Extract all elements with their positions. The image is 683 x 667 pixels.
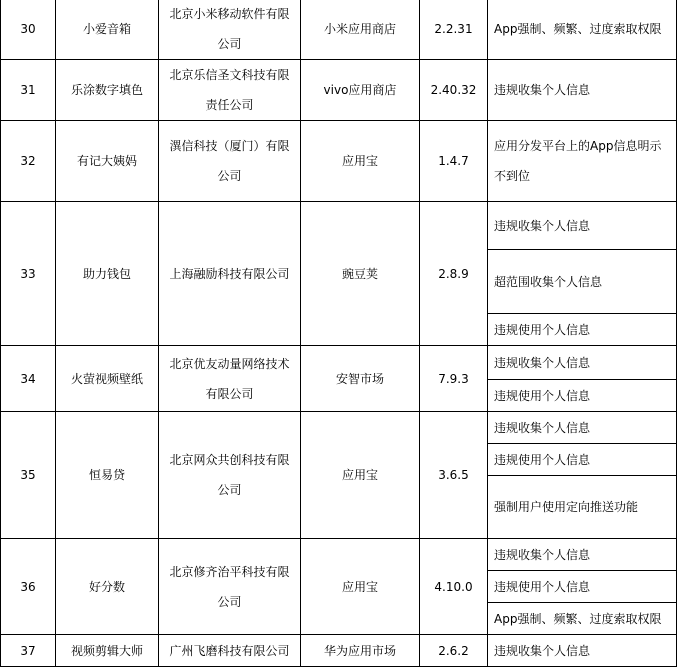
table-row bbox=[1, 539, 677, 571]
issue-cell: 违规收集个人信息 bbox=[488, 60, 677, 121]
app-store: 小米应用商店 bbox=[301, 0, 420, 60]
app-name: 助力钱包 bbox=[56, 202, 159, 346]
company-name: 北京小米移动软件有限公司 bbox=[159, 0, 301, 60]
row-number: 34 bbox=[1, 346, 56, 412]
table-row bbox=[1, 121, 677, 202]
app-name: 小爱音箱 bbox=[56, 0, 159, 60]
row-number: 31 bbox=[1, 60, 56, 121]
company-name: 北京优友动量网络技术有限公司 bbox=[159, 346, 301, 412]
issue-cell: 违规使用个人信息 bbox=[488, 571, 677, 603]
issue-cell: 违规使用个人信息 bbox=[488, 314, 677, 346]
row-number: 35 bbox=[1, 412, 56, 539]
table-row bbox=[1, 412, 677, 444]
app-version: 2.2.31 bbox=[420, 0, 488, 60]
app-name: 火萤视频壁纸 bbox=[56, 346, 159, 412]
company-name: 北京乐信圣文科技有限责任公司 bbox=[159, 60, 301, 121]
issue-cell: 违规使用个人信息 bbox=[488, 444, 677, 476]
company-name: 上海融励科技有限公司 bbox=[159, 202, 301, 346]
app-name: 好分数 bbox=[56, 539, 159, 635]
issue-cell: 强制用户使用定向推送功能 bbox=[488, 476, 677, 539]
issue-cell: 违规使用个人信息 bbox=[488, 380, 677, 412]
table-row bbox=[1, 346, 677, 380]
row-number: 30 bbox=[1, 0, 56, 60]
company-name: 北京网众共创科技有限公司 bbox=[159, 412, 301, 539]
issue-cell: App强制、频繁、过度索取权限 bbox=[488, 0, 677, 60]
row-number: 37 bbox=[1, 635, 56, 667]
app-store: 应用宝 bbox=[301, 412, 420, 539]
table-row bbox=[1, 635, 677, 667]
app-name: 有记大姨妈 bbox=[56, 121, 159, 202]
app-version: 1.4.7 bbox=[420, 121, 488, 202]
row-number: 36 bbox=[1, 539, 56, 635]
issue-cell: 违规收集个人信息 bbox=[488, 202, 677, 250]
table-row bbox=[1, 0, 677, 60]
issue-cell: 违规收集个人信息 bbox=[488, 635, 677, 667]
app-name: 视频剪辑大师 bbox=[56, 635, 159, 667]
app-version: 2.40.32 bbox=[420, 60, 488, 121]
row-number: 33 bbox=[1, 202, 56, 346]
issue-cell: 违规收集个人信息 bbox=[488, 346, 677, 380]
issue-cell: 违规收集个人信息 bbox=[488, 412, 677, 444]
app-version: 2.6.2 bbox=[420, 635, 488, 667]
app-store: 安智市场 bbox=[301, 346, 420, 412]
app-name: 乐涂数字填色 bbox=[56, 60, 159, 121]
issue-cell: 违规收集个人信息 bbox=[488, 539, 677, 571]
issue-cell: 应用分发平台上的App信息明示不到位 bbox=[488, 121, 677, 202]
company-name: 潩信科技（厦门）有限公司 bbox=[159, 121, 301, 202]
issue-cell: App强制、频繁、过度索取权限 bbox=[488, 603, 677, 635]
row-number: 32 bbox=[1, 121, 56, 202]
app-version: 4.10.0 bbox=[420, 539, 488, 635]
app-store: 应用宝 bbox=[301, 539, 420, 635]
table-row bbox=[1, 60, 677, 121]
app-name: 恒易贷 bbox=[56, 412, 159, 539]
app-version: 7.9.3 bbox=[420, 346, 488, 412]
app-store: vivo应用商店 bbox=[301, 60, 420, 121]
app-version: 2.8.9 bbox=[420, 202, 488, 346]
app-version: 3.6.5 bbox=[420, 412, 488, 539]
company-name: 广州飞磨科技有限公司 bbox=[159, 635, 301, 667]
app-store: 华为应用市场 bbox=[301, 635, 420, 667]
company-name: 北京修齐治平科技有限公司 bbox=[159, 539, 301, 635]
issue-cell: 超范围收集个人信息 bbox=[488, 250, 677, 314]
app-store: 应用宝 bbox=[301, 121, 420, 202]
table-row bbox=[1, 202, 677, 250]
app-store: 豌豆荚 bbox=[301, 202, 420, 346]
